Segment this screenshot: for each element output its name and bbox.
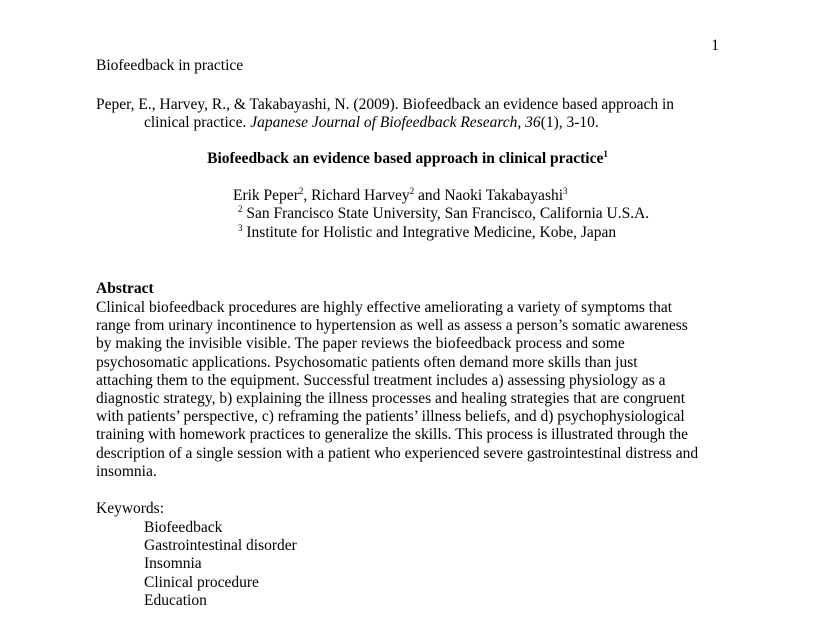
abstract-line: description of a single session with a patient who experienced severe gastrointestinal distress and	[96, 444, 699, 462]
author-2: Richard Harvey	[311, 187, 410, 204]
keywords-label: Keywords:	[96, 500, 165, 517]
author-separator: and	[414, 187, 445, 204]
abstract-line: by making the invisible visible. The paper reviews the biofeedback process and some	[96, 335, 625, 353]
abstract-heading: Abstract	[96, 280, 154, 297]
author-list	[233, 187, 568, 205]
paper-title-text: Biofeedback an evidence based approach in clinical practice	[207, 150, 604, 167]
citation-issue-pages: (1), 3-10.	[540, 114, 599, 132]
abstract-body	[96, 299, 736, 481]
keyword-item: Gastrointestinal disorder	[144, 537, 297, 555]
keyword-item: Education	[144, 591, 207, 609]
citation-journal: Japanese Journal of Biofeedback Research, 36	[250, 114, 541, 132]
affiliation-2	[238, 224, 616, 242]
abstract-line: training with homework practices to generalize the skills. This process is illustrated through the	[96, 426, 689, 444]
keyword-item: Clinical procedure	[144, 573, 259, 591]
abstract-line: with patients’ perspective, c) reframing the patients’ illness beliefs, and d) psychophysiological	[96, 408, 685, 426]
citation	[96, 96, 736, 132]
abstract-line: insomnia.	[96, 462, 157, 480]
keyword-item: Insomnia	[144, 555, 202, 573]
citation-line-1: Peper, E., Harvey, R., & Takabayashi, N. (2009). Biofeedback an evidence based approach in	[96, 96, 675, 113]
affiliation-mark: 2	[238, 203, 243, 214]
citation-line-2	[96, 114, 736, 132]
running-head: Biofeedback in practice	[96, 57, 244, 74]
author-separator: ,	[303, 187, 312, 204]
affiliation-text: San Francisco State University, San Francisco, California U.S.A.	[242, 205, 650, 222]
abstract-line: Clinical biofeedback procedures are highly effective ameliorating a variety of symptoms that	[96, 299, 673, 316]
title-footnote-mark: 1	[603, 148, 608, 159]
affiliation-1	[238, 205, 649, 223]
abstract-line: psychosomatic applications. Psychosomatic patients often demand more skills than just	[96, 353, 638, 371]
author-2-affiliation-mark: 2	[409, 185, 415, 196]
abstract-line: diagnostic strategy, b) explaining the illness processes and healing strategies that are congruent	[96, 390, 686, 408]
author-1-affiliation-mark: 2	[298, 185, 304, 196]
keyword-item: Biofeedback	[144, 519, 223, 536]
paper-title	[0, 150, 815, 168]
page-number: 1	[711, 37, 719, 54]
citation-title-end: clinical practice.	[144, 114, 251, 132]
affiliation-mark: 3	[238, 222, 243, 233]
author-3-affiliation-mark: 3	[563, 185, 568, 196]
keywords-list	[144, 519, 297, 610]
author-1: Erik Peper	[233, 187, 299, 204]
abstract-line: attaching them to the equipment. Successful treatment includes a) assessing physiology as a	[96, 371, 666, 389]
author-3: Naoki Takabayashi	[444, 187, 564, 204]
affiliation-text: Institute for Holistic and Integrative Medicine, Kobe, Japan	[242, 224, 617, 241]
abstract-line: range from urinary incontinence to hypertension as well as assess a person’s somatic awareness	[96, 317, 688, 335]
